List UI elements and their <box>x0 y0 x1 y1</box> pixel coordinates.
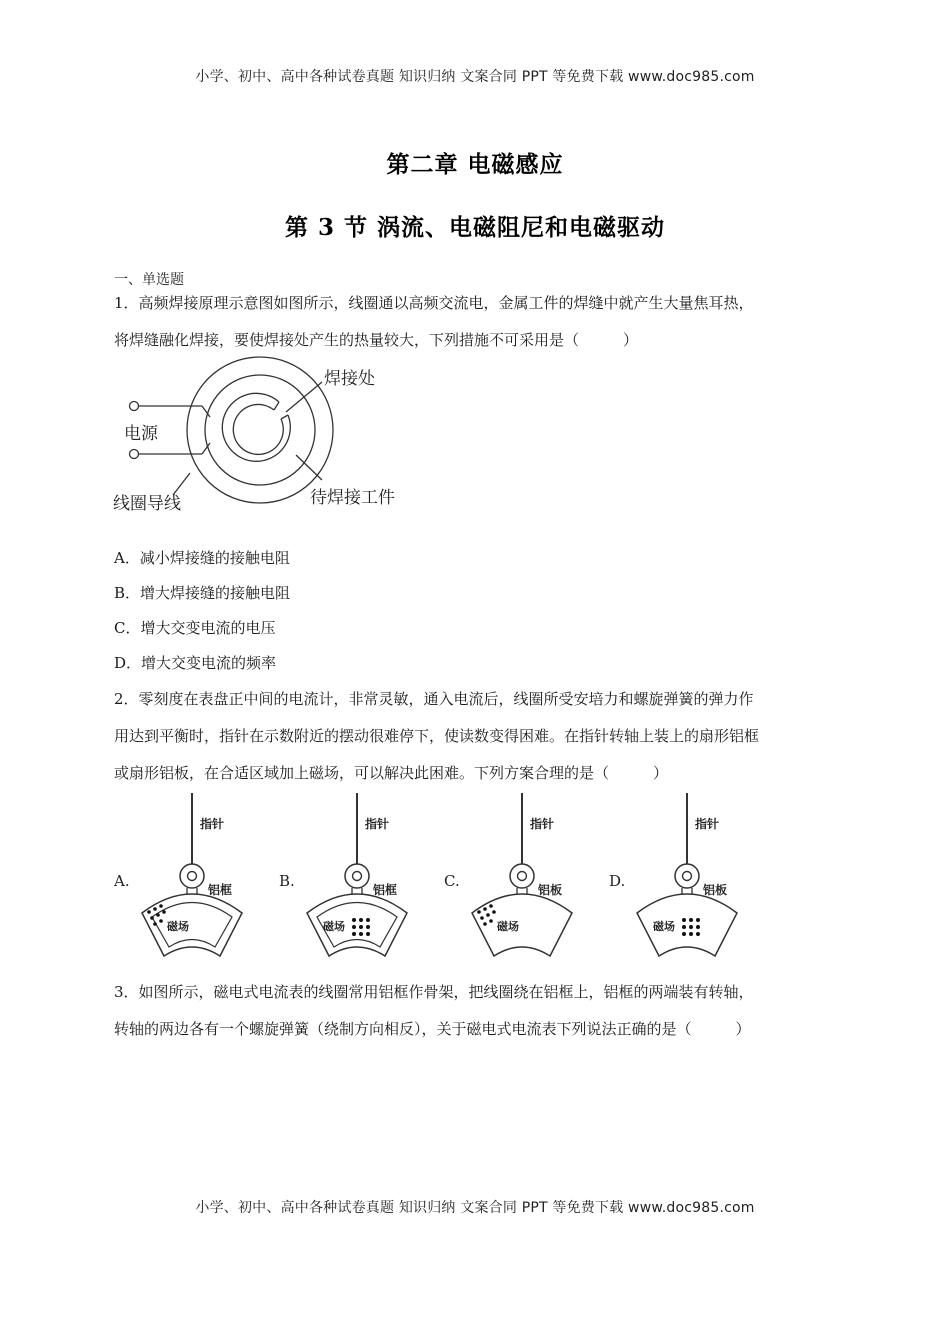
q3-line-2-close: ） <box>735 1020 751 1038</box>
q2-line-2: 用达到平衡时，指针在示数附近的摆动很难停下，使读数变得困难。在指针转轴上装上的扇形铝框 <box>114 727 760 745</box>
weld-point-label: 焊接处 <box>324 369 375 389</box>
q3-line-2-text: 转轴的两边各有一个螺旋弹簧（绕制方向相反），关于磁电式电流表下列说法正确的是（ <box>114 1020 692 1038</box>
q1-line-2-text: 将焊缝融化焊接，要使焊接处产生的热量较大，下列措施不可采用是（ <box>114 331 580 349</box>
section-title: 第 3 节 涡流、电磁阻尼和电磁驱动 <box>284 214 666 241</box>
pivot-inner <box>188 872 197 881</box>
welding-diagram <box>110 355 430 525</box>
magnetic-field-dots <box>352 918 370 936</box>
q2-line-1: 2．零刻度在表盘正中间的电流计，非常灵敏，通入电流后，线圈所受安培力和螺旋弹簧的弹力作 <box>114 690 754 708</box>
footer-banner: 小学、初中、高中各种试卷真题 知识归纳 文案合同 PPT 等免费下载 www.doc985.com <box>195 1200 755 1216</box>
weld-leader-line <box>286 382 322 412</box>
galvanometer-option-c <box>442 790 582 965</box>
pivot-inner <box>683 872 692 881</box>
chapter-title: 第二章 电磁感应 <box>386 151 564 178</box>
workpiece-label: 待焊接工件 <box>310 488 395 508</box>
coil-circle <box>205 375 315 485</box>
galvanometer-option-a <box>112 790 252 965</box>
q3-line-2 <box>114 1019 751 1039</box>
frame-label: 铝框 <box>373 883 398 897</box>
coil-leader-line <box>173 473 190 495</box>
pivot-inner <box>518 872 527 881</box>
sector-plate <box>472 894 572 956</box>
pointer-label: 指针 <box>365 817 390 831</box>
section-heading: 一、单选题 <box>114 272 184 288</box>
galvanometer-option-b <box>277 790 417 965</box>
q1-line-1: 1．高频焊接原理示意图如图所示，线圈通以高频交流电，金属工件的焊缝中就产生大量焦耳热， <box>114 294 754 312</box>
pivot-inner <box>353 872 362 881</box>
q1-line-2-close: ） <box>623 331 639 349</box>
q2-line-3 <box>114 763 668 783</box>
terminal-bottom <box>130 450 139 459</box>
pointer-label: 指针 <box>200 817 225 831</box>
sector-plate <box>637 894 737 956</box>
header-banner: 小学、初中、高中各种试卷真题 知识归纳 文案合同 PPT 等免费下载 www.doc985.com <box>195 69 755 85</box>
q1-line-2 <box>114 330 638 350</box>
power-source-label: 电源 <box>124 424 158 444</box>
weld-ring-inner <box>233 404 283 454</box>
plate-label: 铝板 <box>538 883 563 897</box>
pointer-label: 指针 <box>530 817 555 831</box>
coil-wire-label: 线圈导线 <box>113 494 181 514</box>
option-a-letter: A. <box>114 872 130 890</box>
q1-option-d: D．增大交变电流的频率 <box>114 654 277 672</box>
option-b-letter: B. <box>279 872 295 890</box>
pointer-label: 指针 <box>695 817 720 831</box>
q3-line-1: 3．如图所示，磁电式电流表的线圈常用铝框作骨架，把线圈绕在铝框上，铝框的两端装有转轴， <box>114 983 754 1001</box>
q2-line-3-close: ） <box>653 764 669 782</box>
weld-ring-outer <box>222 393 290 461</box>
frame-label: 铝框 <box>208 883 233 897</box>
option-c-letter: C. <box>444 872 460 890</box>
terminal-top <box>130 402 139 411</box>
field-label: 磁场 <box>167 920 189 933</box>
q1-option-b: B．增大焊接缝的接触电阻 <box>114 584 291 602</box>
magnetic-field-dots <box>682 918 700 936</box>
workpiece-outer-circle <box>187 357 333 503</box>
field-label: 磁场 <box>497 920 519 933</box>
field-label: 磁场 <box>323 920 345 933</box>
field-label: 磁场 <box>653 920 675 933</box>
q2-line-3-text: 或扇形铝板，在合适区域加上磁场，可以解决此困难。下列方案合理的是（ <box>114 764 610 782</box>
q1-option-a: A．减小焊接缝的接触电阻 <box>114 549 290 567</box>
plate-label: 铝板 <box>703 883 728 897</box>
q1-option-c: C．增大交变电流的电压 <box>114 619 276 637</box>
option-d-letter: D. <box>609 872 626 890</box>
galvanometer-option-d <box>607 790 747 965</box>
